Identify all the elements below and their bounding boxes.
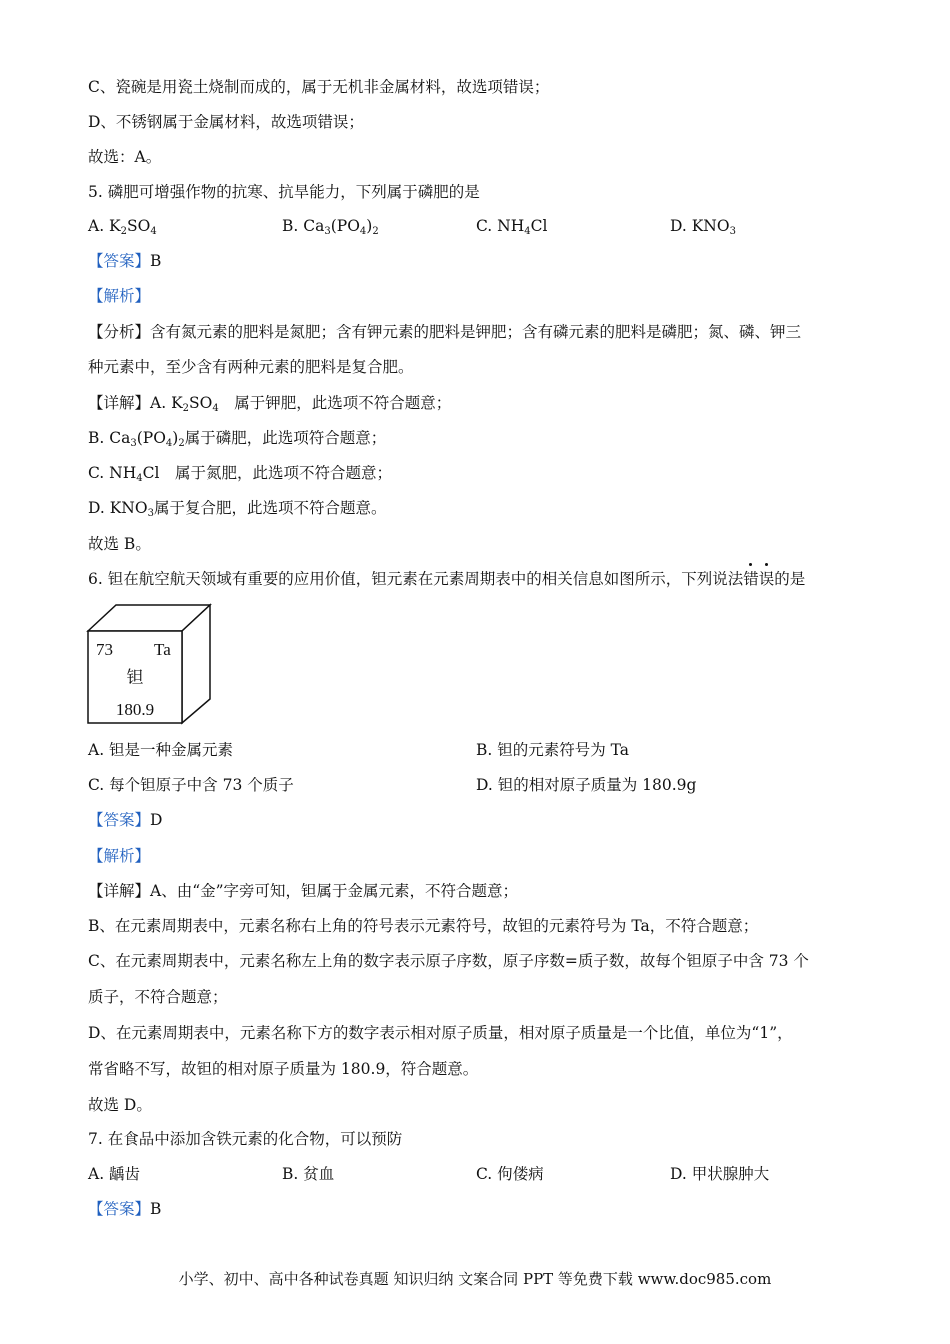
q5-option-a: A. $K_2SO_4$ (88, 217, 157, 237)
q6-option-b: B. 钽的元素符号为 Ta (476, 741, 630, 759)
q5-answer: 【答案】B (88, 252, 162, 270)
q6-answer: 【答案】D (88, 811, 163, 829)
fenxi-tag: 【分析】 (88, 323, 151, 341)
q4-option-c-explanation: C、瓷碗是用瓷土烧制而成的，属于无机非金属材料，故选项错误； (88, 78, 550, 96)
q6-detail-d-2: 常省略不写，故钽的相对原子质量为 180.9，符合题意。 (88, 1060, 479, 1078)
q6-conclusion: 故选 D。 (88, 1096, 152, 1114)
answer-tag: 【答案】 (88, 811, 151, 829)
q5-detail-b: B. $Ca_3(PO_4)_2$属于磷肥，此选项符合题意； (88, 429, 387, 449)
q6-detail-c-2: 质子，不符合题意； (88, 988, 228, 1006)
q6-detail-d-1: D、在元素周期表中，元素名称下方的数字表示相对原子质量，相对原子质量是一个比值，单位为“1”， (88, 1024, 793, 1042)
q5-detail-c: C. $NH_4Cl$ 属于氮肥，此选项不符合题意； (88, 464, 392, 484)
element-card-figure (86, 603, 216, 727)
q6-analysis-tag: 【解析】 (88, 847, 151, 865)
q6-option-d: D. 钽的相对原子质量为 180.9g (476, 776, 697, 794)
q7-option-d: D. 甲状腺肿大 (670, 1165, 770, 1183)
q5-option-d: D. $KNO_3$ (670, 217, 736, 237)
q6-detail-a: 【详解】A、由“金”字旁可知，钽属于金属元素，不符合题意； (88, 882, 519, 900)
answer-tag: 【答案】 (88, 252, 151, 270)
q6-option-a: A. 钽是一种金属元素 (88, 741, 234, 759)
q7-option-b: B. 贫血 (282, 1165, 335, 1183)
element-symbol: Ta (154, 640, 171, 659)
q4-option-d-explanation: D、不锈钢属于金属材料，故选项错误； (88, 113, 364, 131)
element-name: 钽 (126, 668, 144, 688)
q6-stem: 6. 钽在航空航天领域有重要的应用价值，钽元素在元素周期表中的相关信息如图所示，下列说法错误的是 (88, 570, 806, 588)
q5-fenxi-line-2: 种元素中，至少含有两种元素的肥料是复合肥。 (88, 358, 414, 376)
q5-analysis-tag: 【解析】 (88, 287, 151, 305)
q6-option-c: C. 每个钽原子中含 73 个质子 (88, 776, 294, 794)
detail-tag: 【详解】 (88, 882, 151, 900)
atomic-number: 73 (96, 640, 113, 659)
q4-conclusion: 故选：A。 (88, 148, 162, 166)
q5-stem: 5. 磷肥可增强作物的抗寒、抗旱能力，下列属于磷肥的是 (88, 183, 480, 201)
answer-tag: 【答案】 (88, 1200, 151, 1218)
emphasis-char: 错 (743, 570, 759, 588)
q5-conclusion: 故选 B。 (88, 535, 151, 553)
q5-detail-d: D. $KNO_3$属于复合肥，此选项不符合题意。 (88, 499, 387, 519)
q7-option-a: A. 龋齿 (88, 1165, 141, 1183)
q5-option-b: B. $Ca_3(PO_4)_2$ (282, 217, 379, 237)
q5-detail-a: 【详解】A. $K_2SO_4$ 属于钾肥，此选项不符合题意； (88, 394, 452, 414)
q7-stem: 7. 在食品中添加含铁元素的化合物，可以预防 (88, 1130, 403, 1148)
q5-option-c: C. $NH_4Cl$ (476, 217, 548, 237)
detail-tag: 【详解】 (88, 394, 151, 412)
q6-detail-c-1: C、在元素周期表中，元素名称左上角的数字表示原子序数，原子序数=质子数，故每个钽原子中含 73 个 (88, 952, 809, 970)
emphasis-char: 误 (758, 570, 775, 588)
q6-detail-b: B、在元素周期表中，元素名称右上角的符号表示元素符号，故钽的元素符号为 Ta，不符合题意； (88, 917, 759, 935)
atomic-mass: 180.9 (115, 700, 155, 719)
q7-option-c: C. 佝偻病 (476, 1165, 544, 1183)
q7-answer: 【答案】B (88, 1200, 162, 1218)
q5-fenxi-line-1: 【分析】含有氮元素的肥料是氮肥；含有钾元素的肥料是钾肥；含有磷元素的肥料是磷肥；氮、磷、钾三 (88, 323, 802, 341)
page-footer: 小学、初中、高中各种试卷真题 知识归纳 文案合同 PPT 等免费下载 www.doc985.com (178, 1270, 772, 1288)
